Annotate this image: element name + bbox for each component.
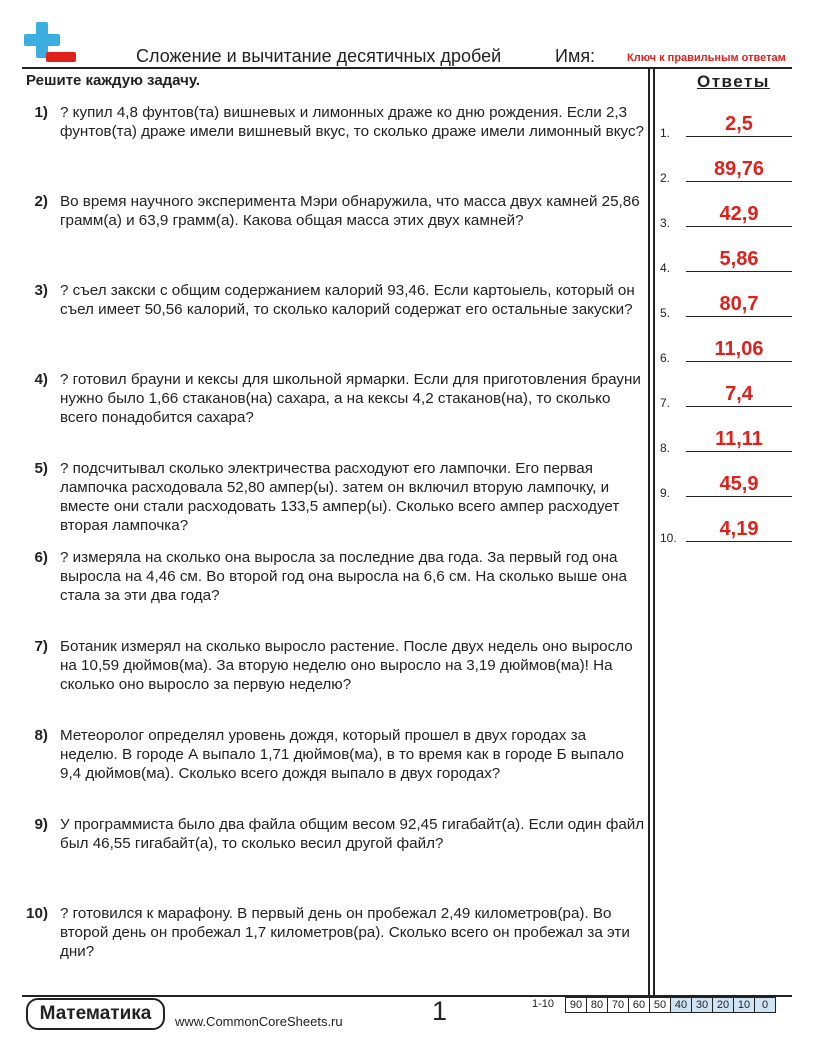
answer-value: 89,76	[713, 158, 765, 180]
question-number: 5)	[34, 460, 48, 477]
page-number: 1	[432, 996, 448, 1026]
question-number: 2)	[34, 193, 48, 210]
score-cell: 10	[734, 998, 755, 1013]
answer-value: 11,11	[715, 428, 763, 450]
plus-minus-logo-icon	[22, 22, 78, 68]
column-divider	[653, 68, 655, 996]
answer-value: 2,5	[725, 113, 753, 135]
answer-value: 80,7	[719, 293, 759, 315]
score-cell: 50	[650, 998, 671, 1013]
answer-value: 5,86	[719, 248, 759, 270]
answers-title: Ответы	[697, 72, 770, 91]
question-number: 4)	[34, 371, 48, 388]
question-number: 1)	[34, 104, 48, 121]
website-link[interactable]: www.CommonCoreSheets.ru	[175, 1014, 343, 1029]
question-number: 9)	[34, 816, 48, 833]
answer-line	[660, 425, 792, 455]
answer-number: 7.	[660, 396, 671, 410]
answer-number: 4.	[660, 261, 671, 275]
answer-line	[660, 470, 792, 500]
question-item	[26, 192, 646, 230]
answer-number: 8.	[660, 441, 671, 455]
answer-underline	[686, 496, 792, 497]
answer-line	[660, 335, 792, 365]
question-number: 3)	[34, 282, 48, 299]
question-text: Ботаник измерял на сколько выросло растение. После двух недель оно выросло на 10,59 дюймов(ма). За вторую неделю оно выросло на 3,19 дюймов(ма)! На сколько оно выросло за первую неделю?	[60, 638, 633, 693]
worksheet-title: Сложение и вычитание десятичных дробей	[136, 46, 502, 66]
question-item	[26, 459, 646, 535]
question-text: У программиста было два файла общим весом 92,45 гигабайт(а). Если один файл был 46,55 гигабайт(а), то сколько весил другой файл?	[60, 816, 645, 852]
answer-number: 3.	[660, 216, 671, 230]
answer-underline	[686, 406, 792, 407]
question-text: Метеоролог определял уровень дождя, который прошел в двух городах за неделю. В городе А выпало 1,71 дюймов(ма), в то время как в городе Б выпало 9,4 дюймов(ма). Сколько всего дождя выпало в двух городах?	[60, 727, 624, 782]
answer-line	[660, 110, 792, 140]
answer-underline	[686, 136, 792, 137]
answer-line	[660, 290, 792, 320]
answer-underline	[686, 226, 792, 227]
answer-number: 2.	[660, 171, 671, 185]
answer-number: 5.	[660, 306, 671, 320]
answer-underline	[686, 451, 792, 452]
answer-underline	[686, 541, 792, 542]
answer-line	[660, 200, 792, 230]
answer-line	[660, 515, 792, 545]
brand-badge: Математика	[26, 998, 165, 1030]
answer-value: 42,9	[719, 203, 759, 225]
column-divider	[648, 68, 650, 996]
answer-underline	[686, 361, 792, 362]
score-cell: 30	[692, 998, 713, 1013]
answer-underline	[686, 316, 792, 317]
score-cell: 90	[566, 998, 587, 1013]
question-text: ? измеряла на сколько она выросла за последние два года. За первый год она выросла на 4,46 см. Во второй год она выросла на 6,6 см. На сколько выше она стала за эти два года?	[60, 549, 627, 604]
score-cell: 0	[755, 998, 776, 1013]
answer-number: 1.	[660, 126, 671, 140]
score-cell: 80	[587, 998, 608, 1013]
answer-value: 4,19	[719, 518, 759, 540]
question-item	[26, 548, 646, 605]
question-number: 8)	[34, 727, 48, 744]
score-range-label: 1-10	[532, 998, 555, 1010]
question-number: 6)	[34, 549, 48, 566]
question-text: ? подсчитывал сколько электричества расходуют его лампочки. Его первая лампочка расходовала 52,80 ампер(ы). затем он включил вторую лампочку, и вместе они стали расходовать 133,5 ампер(ы). Сколько всего ампер расходует вторая лампочка?	[60, 460, 620, 534]
question-number: 10)	[26, 905, 48, 922]
question-text: ? съел закски с общим содержанием калорий 93,46. Если картоыель, который он съел имеет 50,56 калорий, то сколько калорий содержат его остальные закуски?	[60, 282, 635, 318]
question-text: ? купил 4,8 фунтов(та) вишневых и лимонных драже ко дню рождения. Если 2,3 фунтов(та) драже имели вишневый вкус, то сколько драже имели лимонный вкус?	[60, 104, 644, 140]
score-cell: 20	[713, 998, 734, 1013]
answer-line	[660, 380, 792, 410]
question-item	[26, 281, 646, 319]
answer-line	[660, 155, 792, 185]
instructions: Решите каждую задачу.	[26, 72, 201, 89]
question-item	[26, 103, 646, 141]
question-text: ? готовил брауни и кексы для школьной ярмарки. Если для приготовления брауни нужно было 1,66 стаканов(на) сахара, а на кексы 4,2 стаканов(на), то сколько всего понадобится сахара?	[60, 371, 641, 426]
question-text: ? готовился к марафону. В первый день он пробежал 2,49 километров(ра). Во второй день он пробежал 1,7 километров(ра). Сколько всего он пробежал за эти дни?	[60, 905, 630, 960]
header-divider	[22, 67, 792, 69]
question-item	[26, 815, 646, 853]
answer-value: 11,06	[714, 338, 764, 360]
question-item	[26, 370, 646, 427]
answer-line	[660, 245, 792, 275]
question-item	[26, 726, 646, 783]
question-item	[26, 637, 646, 694]
answer-underline	[686, 181, 792, 182]
question-text: Во время научного эксперимента Мэри обнаружила, что масса двух камней 25,86 грамм(а) и 63,9 грамм(а). Какова общая масса этих двух камней?	[60, 193, 640, 229]
question-number: 7)	[34, 638, 48, 655]
answer-number: 6.	[660, 351, 671, 365]
name-label: Имя:	[555, 46, 596, 66]
question-item	[26, 904, 646, 961]
answer-number: 10.	[660, 531, 677, 545]
answer-value: 45,9	[719, 473, 759, 495]
answer-value: 7,4	[725, 383, 753, 405]
answer-key-label: Ключ к правильным ответам	[627, 52, 786, 64]
score-cell: 70	[608, 998, 629, 1013]
score-table	[565, 997, 776, 1013]
answer-underline	[686, 271, 792, 272]
score-cell: 40	[671, 998, 692, 1013]
score-cell: 60	[629, 998, 650, 1013]
answer-number: 9.	[660, 486, 671, 500]
